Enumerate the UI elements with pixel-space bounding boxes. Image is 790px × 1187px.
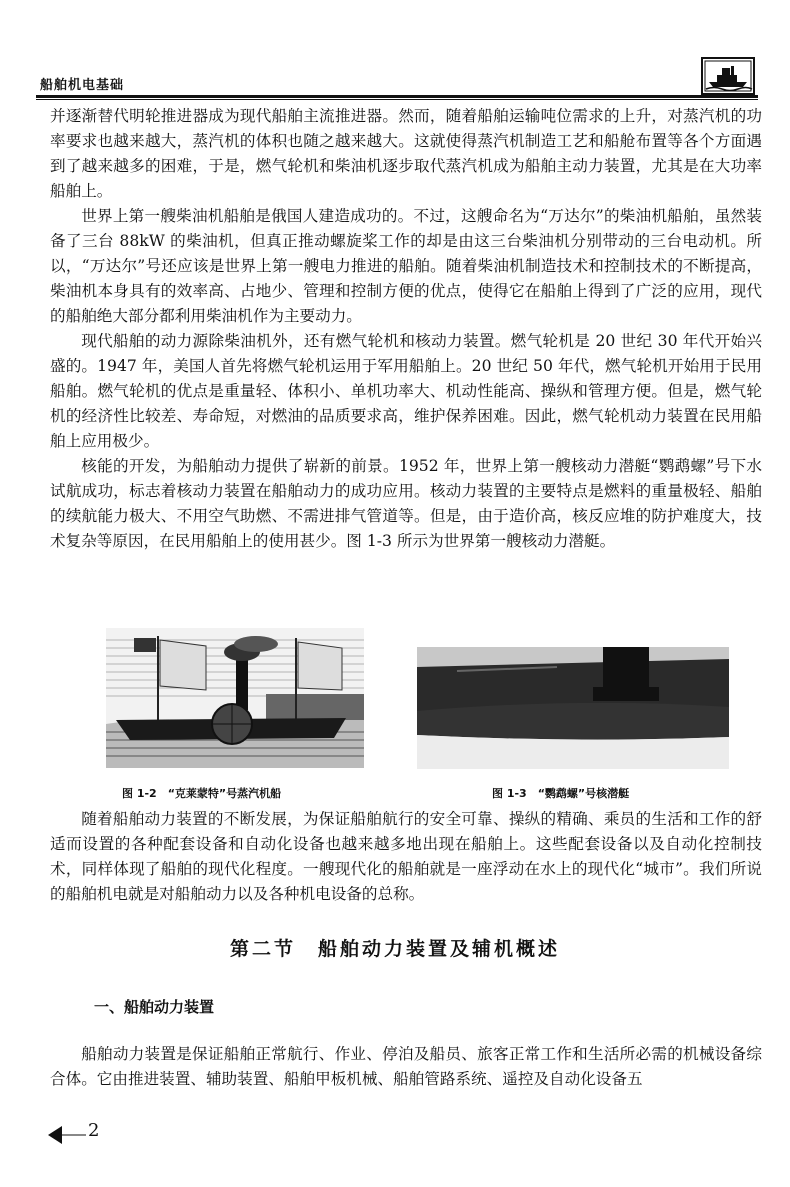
subsection-title: 一、船舶动力装置 bbox=[94, 998, 215, 1016]
submarine-photo bbox=[417, 647, 729, 769]
paragraph-3: 现代船舶的动力源除柴油机外，还有燃气轮机和核动力装置。燃气轮机是 20 世纪 30 年代开始兴盛的。1947 年，美国人首先将燃气轮机运用于军用船舶上。20 世纪 50 年代，燃气轮机开始用于民用船舶。燃气轮机的优点是重量轻、体积小、单机功率大、机动性能高、操纵和管理方便。但是，燃气轮机的经济性比较差、寿命短，对燃油的品质要求高，维护保养困难。因此，燃气轮机动力装置在民用船舶上应用极少。 bbox=[50, 332, 762, 450]
page-number: 2 bbox=[88, 1120, 100, 1141]
body-text-top bbox=[50, 104, 762, 554]
paragraph-2: 世界上第一艘柴油机船舶是俄国人建造成功的。不过，这艘命名为“万达尔”的柴油机船舶，虽然装备了三台 88kW 的柴油机，但真正推动螺旋桨工作的却是由这三台柴油机分别带动的三台电动机。所以，“万达尔”号还应该是世界上第一艘电力推进的船舶。随着柴油机制造技术和控制技术的不断提高，柴油机本身具有的效率高、占地少、管理和控制方便的优点，使得它在船舶上得到了广泛的应用，现代的船舶绝大部分都利用柴油机作为主要动力。 bbox=[50, 207, 762, 325]
running-header-title: 船舶机电基础 bbox=[40, 78, 125, 93]
header-rule bbox=[36, 95, 758, 98]
body-text-middle bbox=[50, 807, 762, 907]
steamship-illustration bbox=[106, 628, 364, 768]
body-text-bottom bbox=[50, 1042, 762, 1092]
paragraph-5: 随着船舶动力装置的不断发展，为保证船舶航行的安全可靠、操纵的精确、乘员的生活和工作的舒适而设置的各种配套设备和自动化设备也越来越多地出现在船舶上。这些配套设备以及自动化控制技术，同样体现了船舶的现代化程度。一艘现代化的船舶就是一座浮动在水上的现代化“城市”。我们所说的船舶机电就是对船舶动力以及各种机电设备的总称。 bbox=[50, 810, 762, 903]
paragraph-1: 并逐渐替代明轮推进器成为现代船舶主流推进器。然而，随着船舶运输吨位需求的上升，对蒸汽机的功率要求也越来越大，蒸汽机的体积也随之越来越大。这就使得蒸汽机制造工艺和船舱布置等各个方面遇到了越来越多的困难，于是，燃气轮机和柴油机逐步取代蒸汽机成为船舶主动力装置，尤其是在大功率船舶上。 bbox=[50, 107, 762, 200]
paragraph-4: 核能的开发，为船舶动力提供了崭新的前景。1952 年，世界上第一艘核动力潜艇“鹦鹉螺”号下水试航成功，标志着核动力装置在船舶动力的成功应用。核动力装置的主要特点是燃料的重量极轻、船舶的续航能力极大、不用空气助燃、不需进排气管道等。但是，由于造价高，核反应堆的防护难度大，技术复杂等原因，在民用船舶上的使用甚少。图 1-3 所示为世界第一艘核动力潜艇。 bbox=[50, 457, 762, 550]
ship-logo-icon bbox=[700, 56, 756, 96]
section-title: 第二节 船舶动力装置及辅机概述 bbox=[229, 938, 560, 960]
paragraph-6: 船舶动力装置是保证船舶正常航行、作业、停泊及船员、旅客正常工作和生活所必需的机械设备综合体。它由推进装置、辅助装置、船舶甲板机械、船舶管路系统、遥控及自动化设备五 bbox=[50, 1045, 762, 1088]
figure-1-3-caption: 图 1-3 “鹦鹉螺”号核潜艇 bbox=[492, 787, 630, 800]
header-rule-thin bbox=[36, 99, 758, 100]
page-corner-arrow-icon bbox=[46, 1124, 88, 1146]
figure-1-2-caption: 图 1-2 “克莱蒙特”号蒸汽机船 bbox=[122, 787, 282, 800]
